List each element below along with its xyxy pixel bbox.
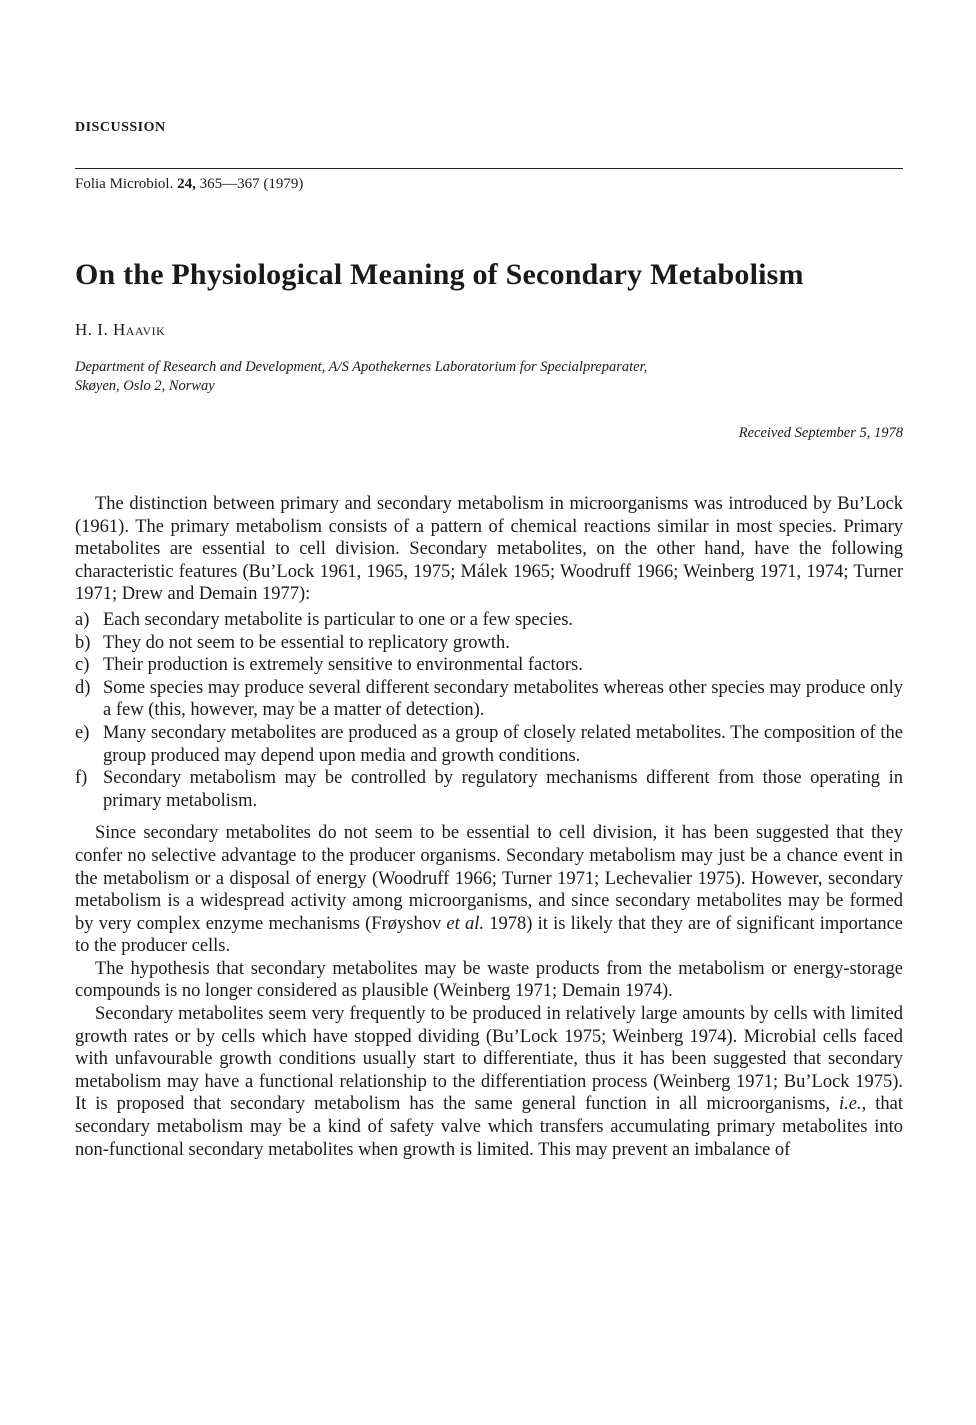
list-item: [75, 677, 903, 722]
intro-paragraph: The distinction between primary and secondary metabolism in microorganisms was introduced by Bu’Lock (1961). The primary metabolism consists of a pattern of chemical reactions similar in most species. Primary metabolites are essential to cell division. Secondary metabolites, on the other hand, have the following characteristic features (Bu’Lock 1961, 1965, 1975; Málek 1965; Woodruff 1966; Weinberg 1971, 1974; Turner 1971; Drew and Demain 1977):: [75, 494, 903, 605]
list-marker: c): [75, 655, 90, 676]
list-item: [75, 722, 903, 767]
list-item-text: Some species may produce several different secondary metabolites whereas other species may produce only a few (this, however, may be a matter of detection).: [103, 677, 903, 721]
journal-volume: 24,: [177, 176, 196, 192]
paragraph-text: Since secondary metabolites do not seem to be essential to cell division, it has been suggested that they confer no selective advantage to the producer organisms. Secondary metabolism may just be a chance event in the metabolism or a disposal of energy (Woodruff 1966; Turner 1971; Lechevalier 1975). However, secondary metabolism is a widespread activity among microorganisms, and since secondary metabolites may be formed by very complex enzyme mechanisms (Frøyshov: [75, 823, 903, 934]
list-marker: f): [75, 768, 88, 789]
journal-pages-year: 365—367 (1979): [199, 176, 304, 192]
criteria-list: [75, 609, 903, 812]
list-item-text: Each secondary metabolite is particular to one or a few species.: [103, 609, 574, 630]
list-marker: d): [75, 677, 91, 698]
paragraph-safety-valve: [75, 1003, 903, 1161]
list-item-text: Secondary metabolism may be controlled by regulatory mechanisms different from those operating in primary metabolism.: [103, 768, 903, 811]
paragraph-emphasis: et al.: [446, 913, 485, 934]
list-item-text: Many secondary metabolites are produced as a group of closely related metabolites. The composition of the group produced may depend upon media and growth conditions.: [103, 722, 903, 766]
list-marker: a): [75, 609, 90, 630]
affiliation-line-2: Skøyen, Oslo 2, Norway: [75, 378, 215, 394]
paragraph-text: 1978) it is likely that they are of significant importance to the producer cells.: [75, 913, 903, 957]
article-title: On the Physiological Meaning of Secondary Metabolism: [75, 258, 804, 291]
header-rule: [75, 168, 903, 169]
list-marker: e): [75, 722, 90, 743]
article-author: H. I. Haavik: [75, 320, 166, 339]
affiliation-line-1: Department of Research and Development, A/S Apothekernes Laboratorium for Specialpreparater,: [75, 359, 648, 375]
article-body: [75, 493, 903, 1161]
list-item: [75, 632, 903, 655]
section-label: DISCUSSION: [75, 120, 166, 135]
paragraph-emphasis: i.e.: [839, 1094, 862, 1115]
list-marker: b): [75, 632, 91, 653]
journal-citation: [75, 176, 303, 193]
paragraph-text: , that secondary metabolism may be a kind of safety valve which transfers accumulating primary metabolites into non-functional secondary metabolites when growth is limited. This may prevent an imbalance of: [75, 1094, 903, 1160]
paragraph-selective-advantage: [75, 822, 903, 958]
list-item: [75, 609, 903, 632]
list-item-text: Their production is extremely sensitive to environmental factors.: [103, 655, 583, 676]
list-item: [75, 767, 903, 812]
list-item: [75, 654, 903, 677]
received-date: Received September 5, 1978: [738, 425, 903, 441]
list-item-text: They do not seem to be essential to replicatory growth.: [103, 632, 510, 653]
paragraph-waste-hypothesis: The hypothesis that secondary metabolites may be waste products from the metabolism or energy-storage compounds is no longer considered as plausible (Weinberg 1971; Demain 1974).: [75, 958, 903, 1002]
paragraph-text: Secondary metabolites seem very frequently to be produced in relatively large amounts by cells with limited growth rates or by cells which have stopped dividing (Bu’Lock 1975; Weinberg 1974). Microbial cells faced with unfavourable growth conditions usually start to differentiate, thus it has been suggested that secondary metabolism may have a functional relationship to the differentiation process (Weinberg 1971; Bu’Lock 1975). It is proposed that secondary metabolism has the same general function in all microorganisms,: [75, 1004, 903, 1115]
author-affiliation: [75, 358, 903, 396]
journal-name: Folia Microbiol.: [75, 176, 174, 192]
